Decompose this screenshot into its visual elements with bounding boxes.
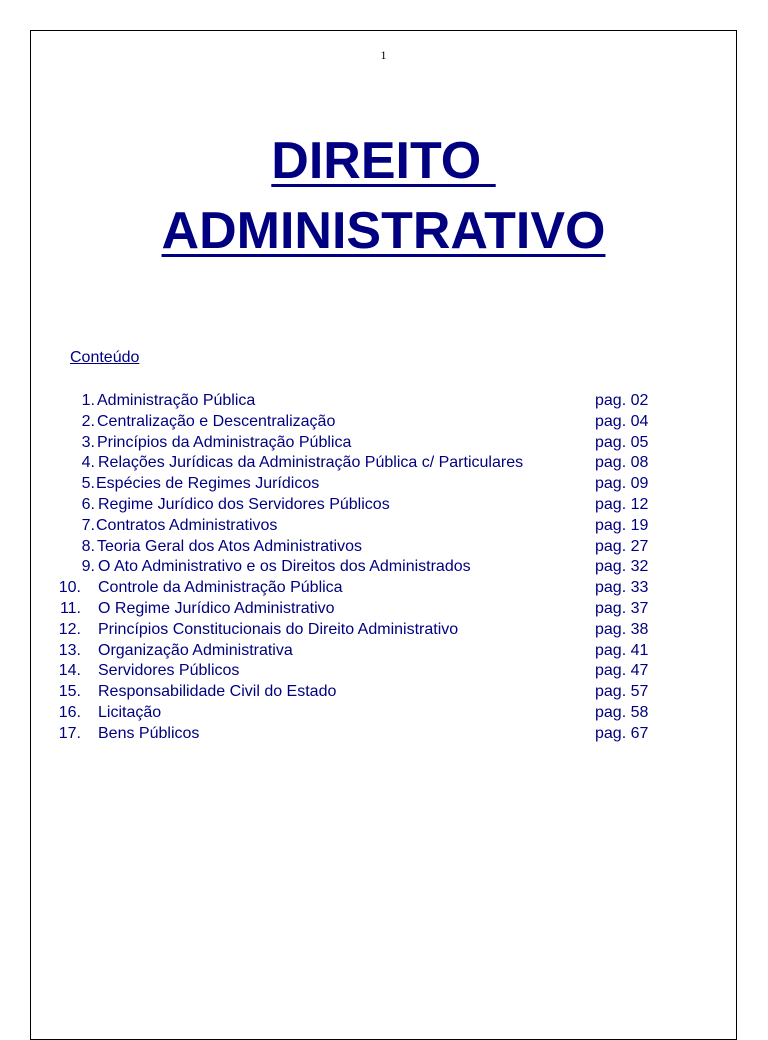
toc-item xyxy=(31,516,736,537)
toc-item-page: pag. 67 xyxy=(595,724,649,742)
toc-item-page: pag. 37 xyxy=(595,599,649,617)
toc-item-number: 11. xyxy=(59,599,81,617)
toc-item-page: pag. 38 xyxy=(595,620,649,638)
toc-item-number: 2. xyxy=(81,412,95,430)
toc-item-number: 13. xyxy=(58,641,81,659)
toc-item-title: Teoria Geral dos Atos Administrativos xyxy=(97,537,363,555)
toc-item-title: Servidores Públicos xyxy=(98,662,240,680)
toc-item xyxy=(31,412,736,433)
toc-item-number: 12. xyxy=(58,620,81,638)
toc-item-title: Princípios Constitucionais do Direito Administrativo xyxy=(98,620,459,638)
toc-item-title: Administração Pública xyxy=(97,392,256,409)
page-number: 1 xyxy=(380,48,387,62)
toc-item-page: pag. 05 xyxy=(595,433,649,451)
toc-item-page: pag. 27 xyxy=(595,537,649,555)
toc-item xyxy=(31,641,736,662)
toc-item-page: pag. 09 xyxy=(595,475,649,493)
toc-item xyxy=(31,474,736,495)
toc-item-title: Licitação xyxy=(98,703,162,721)
toc-item-title: Regime Jurídico dos Servidores Públicos xyxy=(98,495,390,513)
document-title xyxy=(31,126,736,266)
toc-item-page: pag. 58 xyxy=(595,703,649,721)
toc-item-number: 15. xyxy=(58,683,81,701)
toc-item-title: Controle da Administração Pública xyxy=(98,579,343,597)
toc-item-number: 16. xyxy=(58,703,81,721)
toc-item-title: Bens Públicos xyxy=(98,724,200,742)
toc-item xyxy=(31,391,736,412)
toc-item-page: pag. 02 xyxy=(595,392,649,409)
toc-item-title: O Regime Jurídico Administrativo xyxy=(98,599,335,617)
toc-item-title: Centralização e Descentralização xyxy=(97,412,336,430)
toc-item xyxy=(31,495,736,516)
toc-item-number: 8. xyxy=(81,537,95,555)
toc-item xyxy=(31,703,736,724)
toc-item-title: O Ato Administrativo e os Direitos dos Administrados xyxy=(98,558,471,576)
document-page xyxy=(30,30,737,1040)
title-line-2: ADMINISTRATIVO xyxy=(161,202,606,260)
toc-item-number: 3. xyxy=(81,433,95,451)
contents-heading: Conteúdo xyxy=(70,349,140,366)
toc-item-page: pag. 32 xyxy=(595,558,649,576)
toc-item xyxy=(31,724,736,745)
toc-item-number: 5. xyxy=(81,475,95,493)
toc-item-title: Relações Jurídicas da Administração Pública c/ Particulares xyxy=(98,454,524,472)
toc-item xyxy=(31,620,736,641)
toc-item xyxy=(31,453,736,474)
toc-item-page: pag. 19 xyxy=(595,516,649,534)
toc-item-page: pag. 41 xyxy=(595,641,649,659)
toc-item-number: 10. xyxy=(58,579,81,597)
toc-item xyxy=(31,578,736,599)
toc-item xyxy=(31,682,736,703)
toc-item-title: Responsabilidade Civil do Estado xyxy=(98,683,337,701)
table-of-contents xyxy=(31,391,736,745)
toc-item-number: 6. xyxy=(81,495,95,513)
toc-item-title: Princípios da Administração Pública xyxy=(97,433,352,451)
toc-item-page: pag. 47 xyxy=(595,662,649,680)
toc-item-number: 1. xyxy=(81,392,95,409)
toc-item-page: pag. 08 xyxy=(595,454,649,472)
toc-item-number: 14. xyxy=(58,662,81,680)
title-line-1: DIREITO xyxy=(271,132,496,190)
toc-item-number: 7. xyxy=(81,516,95,534)
toc-item-page: pag. 57 xyxy=(595,683,649,701)
toc-item-page: pag. 12 xyxy=(595,495,649,513)
toc-item xyxy=(31,661,736,682)
toc-item-title: Espécies de Regimes Jurídicos xyxy=(96,475,320,493)
toc-item xyxy=(31,433,736,454)
toc-item-title: Contratos Administrativos xyxy=(96,516,278,534)
toc-item xyxy=(31,557,736,578)
toc-item-page: pag. 33 xyxy=(595,579,649,597)
toc-item-number: 4. xyxy=(81,454,95,472)
toc-item-page: pag. 04 xyxy=(595,412,649,430)
toc-item-title: Organização Administrativa xyxy=(98,641,293,659)
toc-item xyxy=(31,599,736,620)
toc-item-number: 9. xyxy=(81,558,95,576)
toc-item-number: 17. xyxy=(58,724,81,742)
toc-item xyxy=(31,537,736,558)
